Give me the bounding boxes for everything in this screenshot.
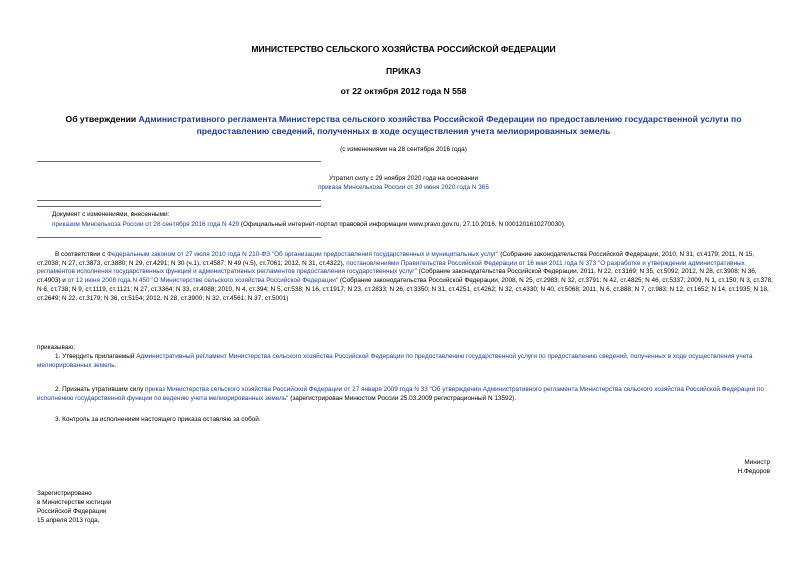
order-item-2	[37, 386, 773, 403]
divider	[37, 237, 321, 238]
registration-line-1: Зарегистрировано	[37, 490, 92, 497]
doc-date-number: от 22 октября 2012 года N 558	[340, 86, 467, 96]
amended-doc-link[interactable]: приказом Минсельхоза России от 28 сентября 2016 года N 429	[52, 221, 240, 228]
lost-force-text: Утратил силу с 29 ноября 2020 года на основании	[328, 175, 479, 182]
amended-doc-source: (Официальный интернет-портал правовой информации www.pravo.gov.ru, 27.10.2016, N 0001201610270030).	[239, 221, 566, 228]
title-prefix: Об утверждении	[65, 114, 139, 124]
item-text: (зарегистрирован Минюстом России 25.03.2009 регистрационный N 13592).	[288, 394, 517, 402]
ministry-heading: МИНИСТЕРСТВО СЕЛЬСКОГО ХОЗЯЙСТВА РОССИЙСКОЙ ФЕДЕРАЦИИ	[251, 44, 556, 54]
preamble-text: (Собрание законодательства Российской Федерации, 2008, N 25, ст.2983; N 32, ст.3791; N 42, ст.4825; N 46, ст.5337; 2009, N 1, ст.150; N 3, ст.378; N 6, ст.738; N 9, ст.1119, ст.1121; N 27, ст.3364; N 33, ст.4088; 2010, N 4, ст.394; N 5, ст.538; N 16, ст.1917; N 23, ст.2833; N 26, ст.3350; N 31, ст.4251, ст.4262; N 32, ст.4330; N 40, ст.5068; 2011, N 6, ст.888; N 7, ст.983; N 12, ст.1652; N 14, ст.1935; N 18, ст.2649; N 22, ст.3179; N 36, ст.5154; 2012, N 28, ст.3900; N 32, ст.4561; N 37, ст.5001)	[37, 277, 773, 302]
preamble-text: (Собрание законодательства Российской Федерации, 2010, N 31, ст.4179; 2011, N 15, ст.2038; N 27, ст.3873, ст.3880; N 29, ст.4291; N 30 (ч.1), ст.4587; N 49 (ч.5), ст.7061; 2012, N 31, ст.4322),	[37, 251, 755, 267]
divider	[37, 200, 321, 201]
order-item-3: 3. Контроль за исполнением настоящего приказа оставляю за собой.	[55, 416, 261, 423]
preamble-text: В соответствии с	[55, 251, 108, 258]
divider	[37, 206, 321, 207]
registration-line-2: в Министерстве юстиции	[37, 499, 112, 506]
order-word: приказываю:	[37, 344, 75, 351]
preamble-text: (Собрание законодательства Российской Федерации, 2011, N 22, ст.3169; N 35, ст.5092; 2012, N 28, ст.3908; N 36, ст.4903) и	[37, 268, 757, 285]
federal-law-link[interactable]: Федеральным законом от 27 июля 2010 года N 210-ФЗ "Об организации предоставления государственных и муниципальных услуг"	[107, 251, 499, 258]
preamble-paragraph	[37, 251, 773, 303]
title-regulation-link[interactable]: Административного регламента Министерства сельского хозяйства Российской Федерации по предоставлению государственной услуги по предоставлению сведений, полученных в ходе осуществления учета мелиорированных земель	[138, 114, 742, 136]
signature-name: Н.Федоров	[737, 468, 770, 475]
amended-doc-line	[52, 221, 772, 229]
registration-line-4: 15 апреля 2013 года,	[37, 517, 100, 524]
amended-doc-label: Документ с изменениями, внесенными:	[52, 211, 170, 218]
repealed-order-link[interactable]: приказ Министерства сельского хозяйства Российской Федерации от 27 января 2009 года N 33 "Об утверждении Административного регламента Министерства сельского хозяйства Российской Федерации по исполнению государственной функции по ведению учета мелиорированных земель"	[37, 386, 764, 402]
signature-position: Министр	[744, 459, 770, 466]
doc-type-heading: ПРИКАЗ	[386, 66, 421, 76]
changes-note: (с изменениями на 28 сентября 2016 года)	[340, 146, 467, 153]
document-title	[40, 113, 767, 137]
regulation-link[interactable]: Административный регламент Министерства сельского хозяйства Российской Федерации по предоставлению государственной услуги по предоставлению сведений, полученных в ходе осуществления учета мелиорированных земель	[37, 353, 753, 369]
item-text: 2. Признать утратившим силу	[55, 386, 146, 393]
order-item-1	[37, 353, 773, 370]
item-text: 1. Утвердить прилагаемый	[55, 353, 137, 360]
registration-line-3: Российской Федерации	[37, 508, 107, 515]
government-decree-link[interactable]: постановлениями Правительства Российской Федерации от 16 мая 2011 года N 373 "О разработке и утверждении административных регламентов исполнения государственных функций и административных регламентов предоставления государственных услуг"	[37, 259, 745, 276]
lost-force-link[interactable]: приказа Минсельхоза России от 30 июня 2020 года N 365	[318, 184, 489, 191]
ministry-regulation-link[interactable]: от 12 июня 2008 года N 450 "О Министерстве сельского хозяйства Российской Федерации"	[67, 277, 339, 285]
divider	[37, 161, 321, 162]
item-text: .	[114, 361, 117, 369]
